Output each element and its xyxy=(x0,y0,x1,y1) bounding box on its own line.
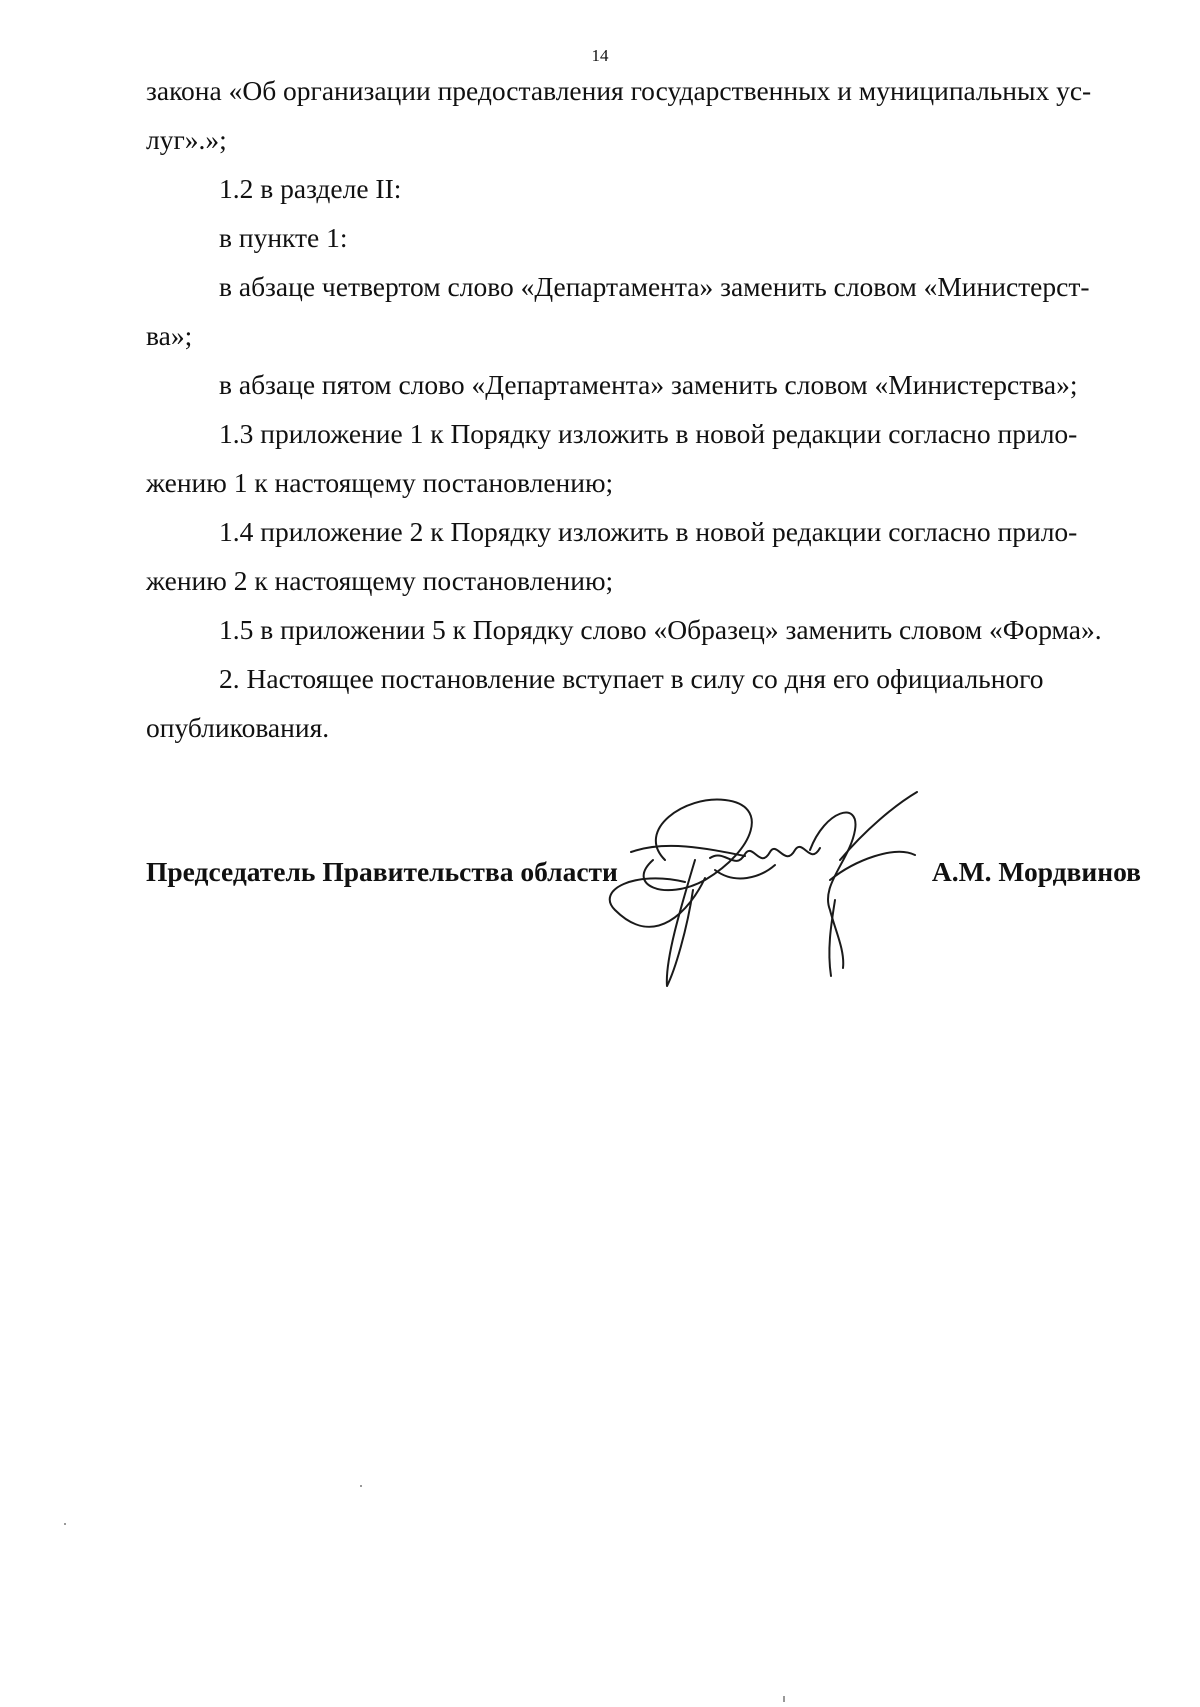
page-number: 14 xyxy=(591,46,609,65)
paragraph-line: 1.4 приложение 2 к Порядку изложить в новой редакции согласно прило- xyxy=(219,516,1078,547)
paragraph-line: жению 1 к настоящему постановлению; xyxy=(146,467,614,498)
paragraph-line: закона «Об организации предоставления государственных и муниципальных ус- xyxy=(146,75,1092,106)
scan-artifact xyxy=(360,1485,362,1487)
paragraph-line: опубликования. xyxy=(146,712,330,743)
handwritten-signature xyxy=(595,790,955,990)
paragraph-line: в пункте 1: xyxy=(219,222,348,253)
paragraph-line: 1.5 в приложении 5 к Порядку слово «Образец» заменить словом «Форма». xyxy=(219,614,1102,645)
signatory-title: Председатель Правительства области xyxy=(146,856,618,887)
signatory-name: А.М. Мордвинов xyxy=(931,856,1141,887)
paragraph-line: жению 2 к настоящему постановлению; xyxy=(146,565,614,596)
paragraph-line: 1.2 в разделе II: xyxy=(219,173,402,204)
document-body xyxy=(146,66,1141,752)
paragraph-line: ва»; xyxy=(146,320,193,351)
scan-artifact xyxy=(783,1696,785,1702)
paragraph-line: луг».»; xyxy=(146,124,227,155)
paragraph-line: 2. Настоящее постановление вступает в силу со дня его официального xyxy=(219,663,1044,694)
paragraph-line: в абзаце четвертом слово «Департамента» заменить словом «Министерст- xyxy=(219,271,1090,302)
paragraph-line: в абзаце пятом слово «Департамента» заменить словом «Министерства»; xyxy=(219,369,1078,400)
scan-artifact xyxy=(64,1523,66,1525)
paragraph-line: 1.3 приложение 1 к Порядку изложить в новой редакции согласно прило- xyxy=(219,418,1078,449)
